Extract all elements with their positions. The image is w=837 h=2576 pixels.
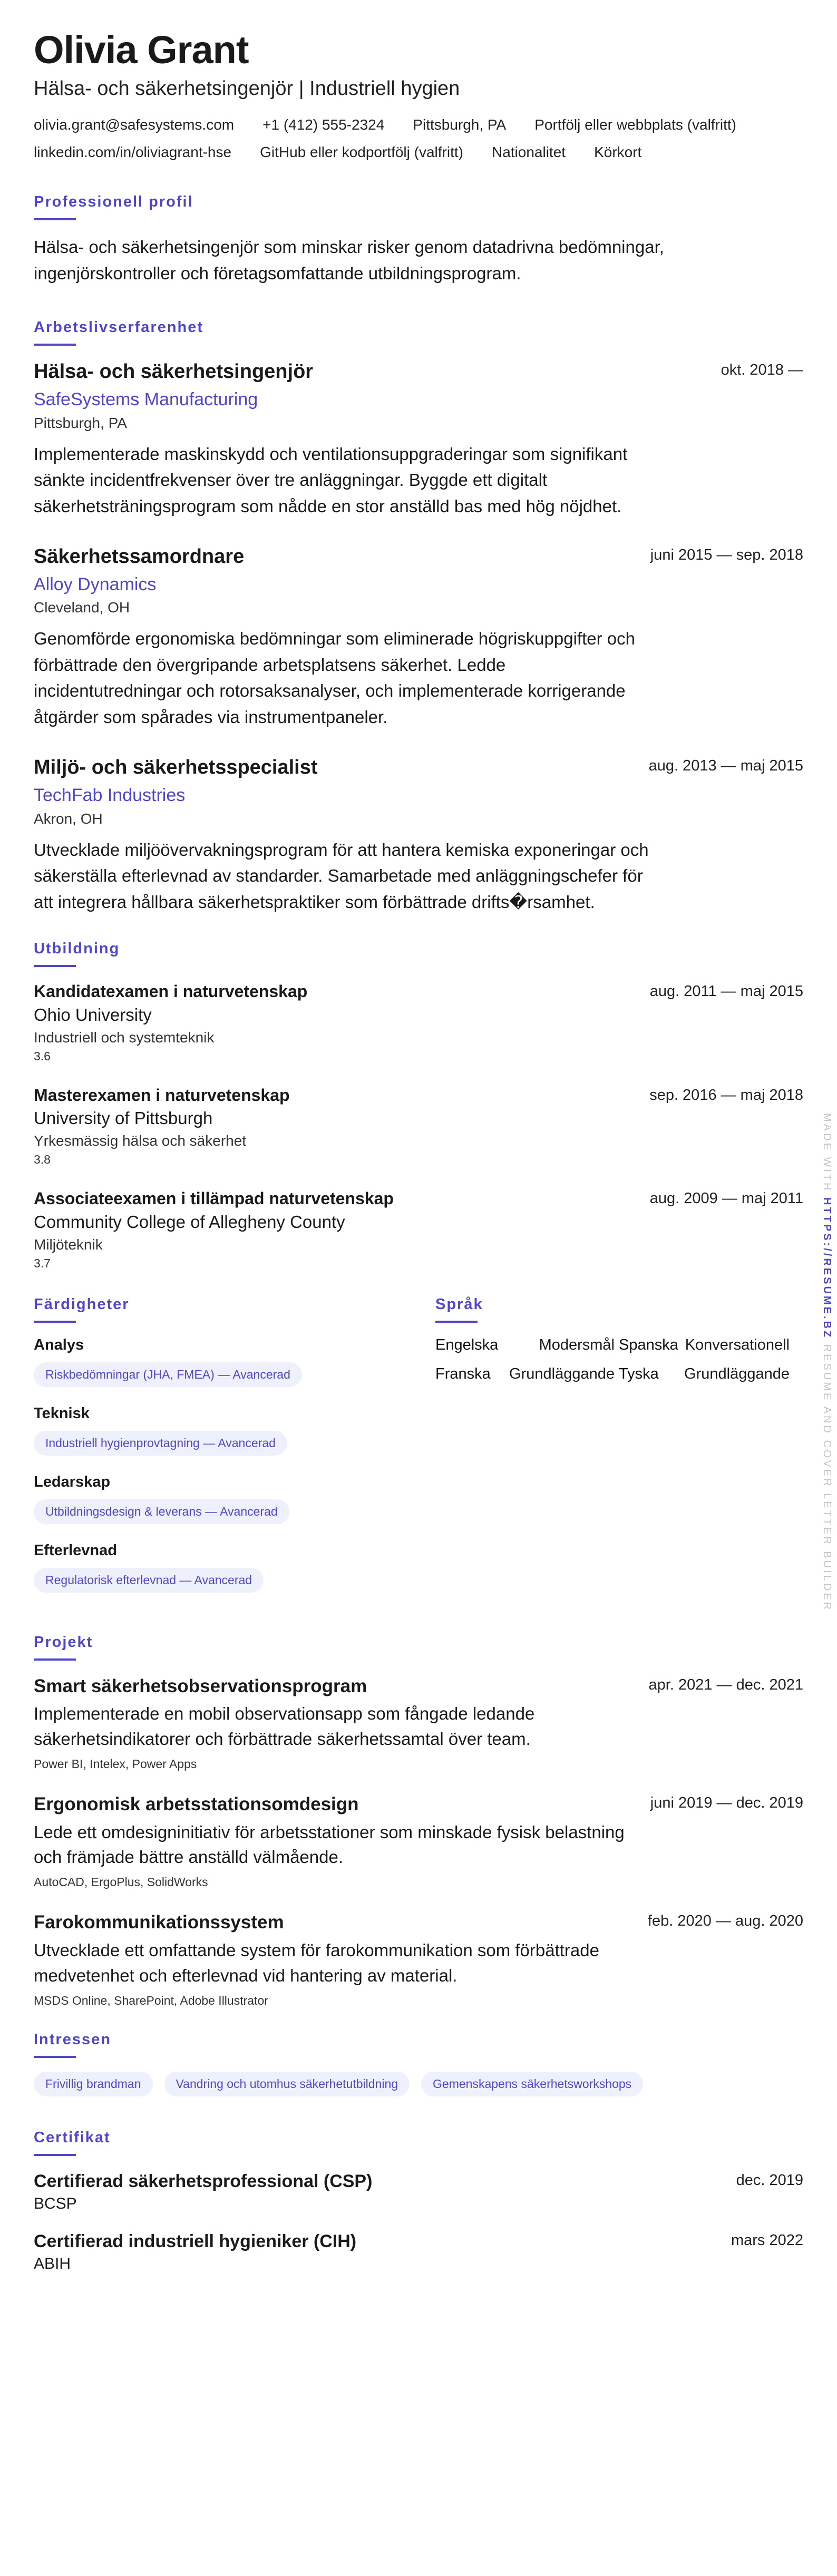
section-title-languages: Språk bbox=[435, 1295, 483, 1313]
certificate-date: dec. 2019 bbox=[736, 2171, 803, 2189]
section-divider bbox=[34, 218, 76, 220]
job-location: Cleveland, OH bbox=[34, 599, 130, 616]
watermark-suffix: RESUME AND COVER LETTER BUILDER bbox=[821, 1344, 833, 1612]
project-tools: Power BI, Intelex, Power Apps bbox=[34, 1757, 197, 1771]
section-divider bbox=[34, 965, 76, 967]
project-description: Lede ett omdesigninitiativ för arbetsstationer som minskade fysisk belastning och främjade bättre anställd välmående. bbox=[34, 1822, 625, 1867]
skill-chip: Regulatorisk efterlevnad — Avancerad bbox=[34, 1568, 264, 1593]
education-date: sep. 2016 — maj 2018 bbox=[649, 1086, 803, 1104]
contact-location: Pittsburgh, PA bbox=[413, 116, 507, 133]
language-name: Tyska bbox=[619, 1365, 659, 1382]
language-name: Spanska bbox=[619, 1336, 678, 1353]
resume-header bbox=[34, 30, 803, 161]
section-divider bbox=[34, 2154, 76, 2156]
experience-item bbox=[34, 359, 803, 519]
education-item bbox=[34, 1085, 803, 1167]
section-divider bbox=[34, 344, 76, 346]
job-location: Akron, OH bbox=[34, 810, 103, 827]
interests-section bbox=[34, 2031, 803, 2096]
project-description: Utvecklade ett omfattande system för farokommunikation som förbättrade medvetenhet och efterlevnad vid hantering av material. bbox=[34, 1940, 599, 1985]
section-divider bbox=[34, 2056, 76, 2058]
gpa-value: 3.7 bbox=[34, 1256, 51, 1270]
degree-name: Associateexamen i tillämpad naturvetenskap bbox=[34, 1189, 394, 1208]
job-title: Hälsa- och säkerhetsingenjör bbox=[34, 360, 314, 383]
section-divider bbox=[435, 1321, 478, 1323]
project-item bbox=[34, 1910, 803, 2007]
education-date: aug. 2011 — maj 2015 bbox=[649, 983, 803, 1000]
skill-chip: Utbildningsdesign & leverans — Avancerad bbox=[34, 1499, 289, 1524]
contact-linkedin[interactable]: linkedin.com/in/oliviagrant-hse bbox=[34, 144, 232, 161]
project-title: Smart säkerhetsobservationsprogram bbox=[34, 1675, 367, 1696]
school-name: University of Pittsburgh bbox=[34, 1108, 213, 1128]
profile-section bbox=[34, 193, 803, 286]
certificate-item bbox=[34, 2230, 803, 2273]
interest-chip: Vandring och utomhus säkerhetutbildning bbox=[164, 2072, 410, 2096]
contact-github[interactable]: GitHub eller kodportfölj (valfritt) bbox=[260, 144, 463, 161]
project-item bbox=[34, 1674, 803, 1771]
project-description: Implementerade en mobil observationsapp som fångade ledande säkerhetsindikatorer och förbättrade säkerhetssamtal över team. bbox=[34, 1704, 535, 1749]
section-title-certificates: Certifikat bbox=[34, 2129, 111, 2146]
language-level: Grundläggande bbox=[509, 1365, 615, 1382]
company-name[interactable]: SafeSystems Manufacturing bbox=[34, 389, 258, 409]
experience-date: aug. 2013 — maj 2015 bbox=[648, 757, 803, 775]
languages-section bbox=[435, 1296, 803, 1611]
language-level: Konversationell bbox=[685, 1336, 790, 1353]
language-level: Grundläggande bbox=[684, 1365, 790, 1382]
experience-item bbox=[34, 544, 803, 730]
job-location: Pittsburgh, PA bbox=[34, 414, 127, 431]
certificates-section bbox=[34, 2129, 803, 2273]
contact-portfolio[interactable]: Portfölj eller webbplats (valfritt) bbox=[534, 116, 737, 133]
language-list bbox=[435, 1336, 803, 1383]
contact-phone[interactable]: +1 (412) 555-2324 bbox=[262, 116, 385, 133]
skill-group bbox=[34, 1405, 435, 1456]
section-title-projects: Projekt bbox=[34, 1633, 93, 1651]
skill-group bbox=[34, 1542, 435, 1593]
skill-category: Ledarskap bbox=[34, 1473, 111, 1490]
education-item bbox=[34, 1188, 803, 1271]
certificate-name: Certifierad säkerhetsprofessional (CSP) bbox=[34, 2171, 373, 2191]
watermark-link[interactable]: HTTPS://RESUME.BZ bbox=[821, 1197, 833, 1340]
section-title-profile: Professionell profil bbox=[34, 193, 193, 211]
section-title-experience: Arbetslivserfarenhet bbox=[34, 319, 204, 336]
project-tools: MSDS Online, SharePoint, Adobe Illustrator bbox=[34, 1993, 268, 2007]
school-name: Ohio University bbox=[34, 1004, 152, 1024]
language-name: Engelska bbox=[435, 1336, 499, 1353]
resume-page bbox=[34, 30, 803, 2290]
contact-license: Körkort bbox=[594, 144, 642, 161]
education-date: aug. 2009 — maj 2011 bbox=[649, 1190, 803, 1207]
school-name: Community College of Allegheny County bbox=[34, 1212, 345, 1232]
section-divider bbox=[34, 1658, 76, 1661]
interest-list bbox=[34, 2072, 803, 2096]
job-title: Miljö- och säkerhetsspecialist bbox=[34, 756, 318, 779]
education-section bbox=[34, 940, 803, 1271]
experience-date: juni 2015 — sep. 2018 bbox=[650, 547, 803, 564]
skill-chip: Industriell hygienprovtagning — Avancerad bbox=[34, 1431, 287, 1456]
education-item bbox=[34, 981, 803, 1063]
gpa-value: 3.6 bbox=[34, 1049, 51, 1063]
project-item bbox=[34, 1792, 803, 1889]
section-divider bbox=[34, 1321, 76, 1323]
study-field: Yrkesmässig hälsa och säkerhet bbox=[34, 1133, 247, 1149]
certificate-item bbox=[34, 2170, 803, 2213]
job-description: Genomförde ergonomiska bedömningar som eliminerade högriskuppgifter och förbättrade den övergripande arbetsplatsens säkerhet. Ledde incidentutredningar och rotorsaksanalyser, och implementerade korrigerande åtgärder som spårades via instrumentpaneler. bbox=[34, 629, 635, 727]
candidate-name: Olivia Grant bbox=[34, 28, 249, 72]
skill-chip: Riskbedömningar (JHA, FMEA) — Avancerad bbox=[34, 1362, 302, 1387]
skill-group bbox=[34, 1474, 435, 1524]
company-name[interactable]: TechFab Industries bbox=[34, 785, 186, 805]
project-tools: AutoCAD, ErgoPlus, SolidWorks bbox=[34, 1875, 208, 1889]
skill-category: Efterlevnad bbox=[34, 1541, 117, 1559]
job-description: Implementerade maskinskydd och ventilationsuppgraderingar som signifikant sänkte incidentfrekvenser över tre anläggningar. Byggde ett digitalt säkerhetsträningsprogram som nådde en stor anställd bas med hög nöjdhet. bbox=[34, 444, 628, 516]
experience-item bbox=[34, 755, 803, 915]
contact-nationality: Nationalitet bbox=[491, 144, 566, 161]
skill-group bbox=[34, 1336, 435, 1387]
candidate-headline: Hälsa- och säkerhetsingenjör | Industriell hygien bbox=[34, 77, 460, 100]
skills-section bbox=[34, 1296, 435, 1611]
job-title: Säkerhetssamordnare bbox=[34, 545, 245, 568]
certificate-issuer: BCSP bbox=[34, 2194, 77, 2212]
certificate-name: Certifierad industriell hygieniker (CIH) bbox=[34, 2231, 357, 2251]
builder-watermark bbox=[821, 1113, 833, 1612]
skill-category: Analys bbox=[34, 1336, 84, 1353]
degree-name: Kandidatexamen i naturvetenskap bbox=[34, 982, 308, 1001]
experience-date: okt. 2018 — bbox=[721, 362, 803, 379]
project-date: apr. 2021 — dec. 2021 bbox=[648, 1676, 803, 1693]
certificate-date: mars 2022 bbox=[731, 2231, 803, 2249]
skills-languages-row bbox=[34, 1296, 803, 1611]
interest-chip: Gemenskapens säkerhetsworkshops bbox=[421, 2072, 643, 2096]
section-title-education: Utbildning bbox=[34, 940, 120, 958]
certificate-issuer: ABIH bbox=[34, 2255, 71, 2272]
language-name: Franska bbox=[435, 1365, 491, 1382]
job-description: Utvecklade miljöövervakningsprogram för att hantera kemiska exponeringar och säkerställa efterlevnad av standarder. Samarbetade med anläggningschefer för att integrera hållbara säkerhetspraktiker som förbättrade drifts�rsamhet. bbox=[34, 840, 649, 912]
experience-section bbox=[34, 319, 803, 915]
study-field: Miljöteknik bbox=[34, 1236, 103, 1253]
degree-name: Masterexamen i naturvetenskap bbox=[34, 1085, 290, 1105]
profile-summary: Hälsa- och säkerhetsingenjör som minskar risker genom datadrivna bedömningar, ingenjörskontroller och företagsomfattande utbildningsprogram. bbox=[34, 237, 664, 283]
language-level: Modersmål bbox=[539, 1336, 615, 1353]
section-title-interests: Intressen bbox=[34, 2031, 111, 2048]
project-title: Ergonomisk arbetsstationsomdesign bbox=[34, 1794, 359, 1815]
skill-category: Teknisk bbox=[34, 1404, 90, 1422]
study-field: Industriell och systemteknik bbox=[34, 1029, 215, 1046]
company-name[interactable]: Alloy Dynamics bbox=[34, 574, 157, 594]
contact-email[interactable]: olivia.grant@safesystems.com bbox=[34, 116, 235, 133]
watermark-prefix: MADE WITH bbox=[821, 1113, 833, 1193]
section-title-skills: Färdigheter bbox=[34, 1295, 130, 1313]
project-date: feb. 2020 — aug. 2020 bbox=[647, 1913, 803, 1930]
contact-list bbox=[34, 116, 793, 161]
interest-chip: Frivillig brandman bbox=[34, 2072, 153, 2096]
projects-section bbox=[34, 1634, 803, 2008]
project-date: juni 2019 — dec. 2019 bbox=[650, 1794, 803, 1812]
gpa-value: 3.8 bbox=[34, 1153, 51, 1167]
project-title: Farokommunikationssystem bbox=[34, 1912, 284, 1933]
